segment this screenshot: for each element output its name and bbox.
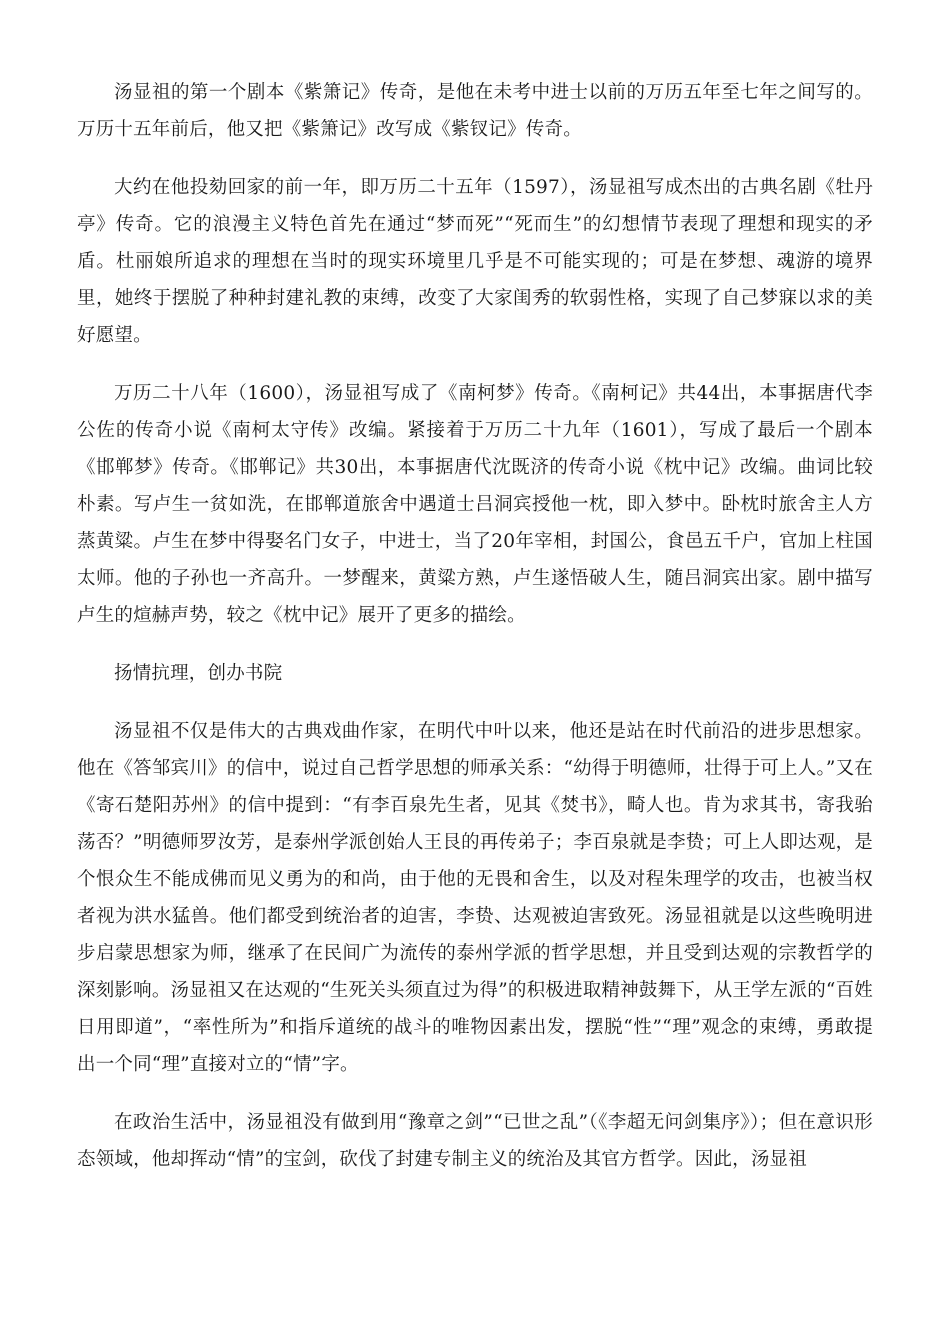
paragraph-mudanting: 大约在他投劾回家的前一年，即万历二十五年（1597），汤显祖写成杰出的古典名剧《牡丹亭》传奇。它的浪漫主义特色首先在通过“梦而死”“死而生”的幻想情节表现了理想和现实的矛盾。杜丽娘所追求的理想在当时的现实环境里几乎是不可能实现的；可是在梦想、魂游的境界里，她终于摆脱了种种封建礼教的束缚，改变了大家闺秀的软弱性格，实现了自己梦寐以求的美好愿望。	[77, 177, 874, 346]
document-page	[77, 74, 873, 1199]
paragraph-philosophy: 汤显祖不仅是伟大的古典戏曲作家，在明代中叶以来，他还是站在时代前沿的进步思想家。他在《答邹宾川》的信中，说过自己哲学思想的师承关系：“幼得于明德师，壮得于可上人。”又在《寄石楚阳苏州》的信中提到：“有李百泉先生者，见其《焚书》，畸人也。肯为求其书，寄我骀荡否？”明德师罗汝芳，是泰州学派创始人王艮的再传弟子；李百泉就是李贽；可上人即达观，是个恨众生不能成佛而见义勇为的和尚，由于他的无畏和舍生，以及对程朱理学的攻击，也被当权者视为洪水猛兽。他们都受到统治者的迫害，李贽、达观被迫害致死。汤显祖就是以这些晚明进步启蒙思想家为师，继承了在民间广为流传的泰州学派的哲学思想，并且受到达观的宗教哲学的深刻影响。汤显祖又在达观的“生死关头须直过为得”的积极进取精神鼓舞下，从王学左派的“百姓日用即道”，“率性所为”和指斥道统的战斗的唯物因素出发，摆脱“性”“理”观念的束缚，勇敢提出一个同“理”直接对立的“情”字。	[77, 721, 873, 1075]
paragraph-nanke-handan: 万历二十八年（1600），汤显祖写成了《南柯梦》传奇。《南柯记》共44出，本事据唐代李公佐的传奇小说《南柯太守传》改编。紧接着于万历二十九年（1601），写成了最后一个剧本《邯郸梦》传奇。《邯郸记》共30出，本事据唐代沈既济的传奇小说《枕中记》改编。曲词比较朴素。写卢生一贫如洗，在邯郸道旅舍中遇道士吕洞宾授他一枕，即入梦中。卧枕时旅舍主人方蒸黄粱。卢生在梦中得娶名门女子，中进士，当了20年宰相，封国公，食邑五千户，官加上柱国太师。他的子孙也一齐高升。一梦醒来，黄粱方熟，卢生遂悟破人生，随吕洞宾出家。剧中描写卢生的煊赫声势，较之《枕中记》展开了更多的描绘。	[77, 383, 873, 626]
paragraph-politics: 在政治生活中，汤显祖没有做到用“豫章之剑”“已世之乱”（《李超无问剑集序》）；但在意识形态领域，他却挥动“情”的宝剑，砍伐了封建专制主义的统治及其官方哲学。因此，汤显祖	[77, 1112, 873, 1170]
section-heading: 扬情抗理，创办书院	[114, 663, 283, 684]
paragraph-zixiaoji: 汤显祖的第一个剧本《紫箫记》传奇，是他在未考中进士以前的万历五年至七年之间写的。万历十五年前后，他又把《紫箫记》改写成《紫钗记》传奇。	[77, 82, 873, 140]
